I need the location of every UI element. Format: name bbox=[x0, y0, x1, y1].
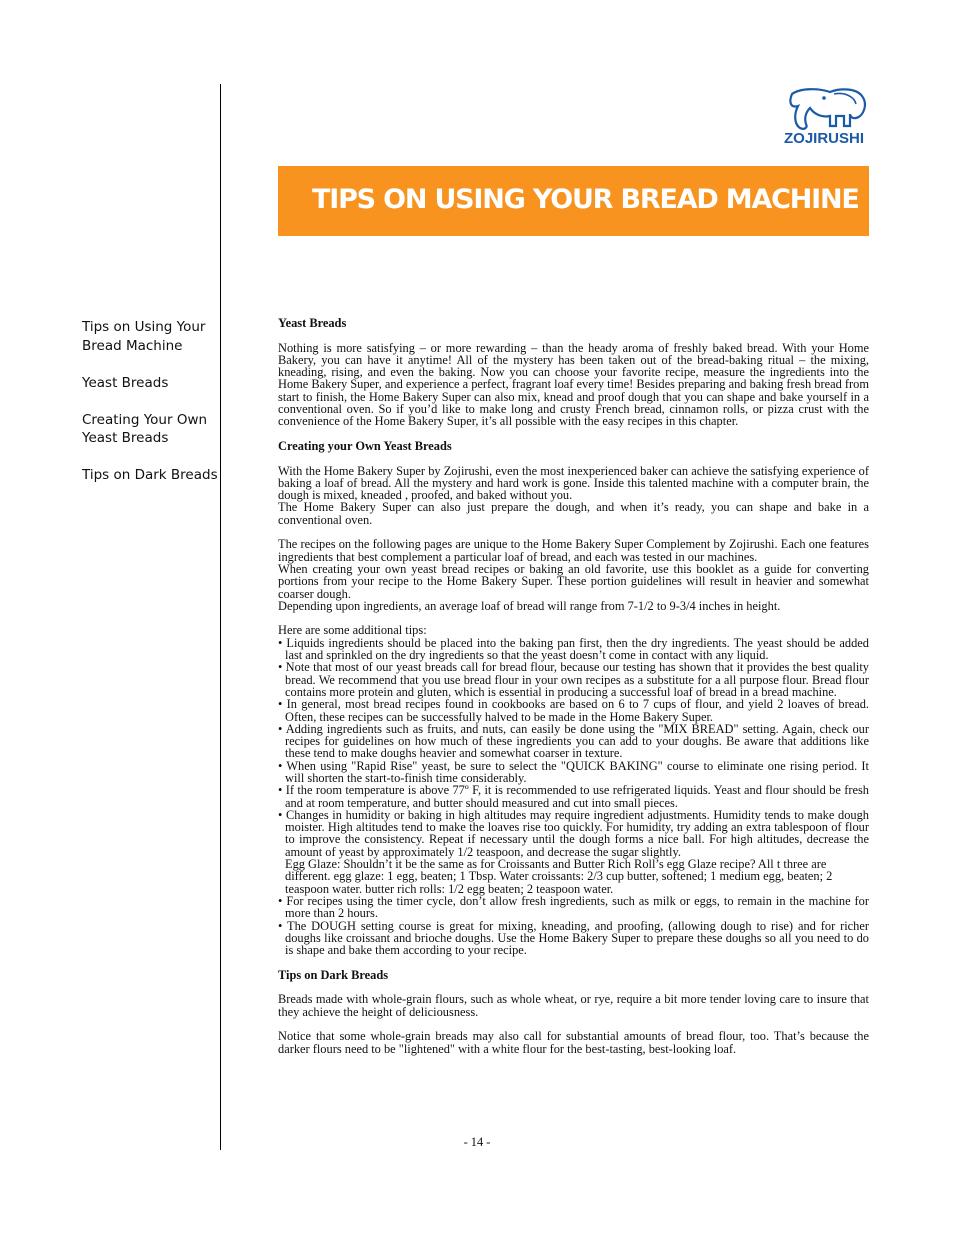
main-content bbox=[278, 317, 869, 1055]
paragraph: With the Home Bakery Super by Zojirushi, even the most inexperienced baker can achieve the satisfying experience of baking a loaf of bread. All the mystery and hard work is gone. Inside this talented machine with a computer brain, the dough is mixed, kneaded , proofed, and baked without you. bbox=[278, 463, 869, 503]
tips-intro: Here are some additional tips: bbox=[278, 623, 427, 638]
page-title: TIPS ON USING YOUR BREAD MACHINE bbox=[312, 184, 859, 215]
paragraph: Breads made with whole-grain flours, such as whole wheat, or rye, require a bit more tender loving care to insure that they achieve the height of deliciousness. bbox=[278, 992, 869, 1019]
side-navigation bbox=[82, 318, 218, 503]
tip-item: • Note that most of our yeast breads call for bread flour, because our testing has shown that it provides the best quality bread. We recommend that you use bread flour in your own recipes as a substitute for a all purpose flour. Bread flour contains more protein and gluten, which is essential in producing a successful loaf of bread in a bread machine. bbox=[278, 660, 869, 699]
page-number: - 14 - bbox=[463, 1135, 491, 1149]
tip-item: • In general, most bread recipes found in cookbooks are based on 6 to 7 cups of flour, and yield 2 loaves of bread. Often, these recipes can be successfully halved to be made in the Home Bakery Super. bbox=[278, 697, 869, 724]
paragraph: The Home Bakery Super can also just prepare the dough, and when it’s ready, you can shape and bake in a conventional oven. bbox=[278, 500, 869, 527]
tip-item: • Changes in humidity or baking in high altitudes may require ingredient adjustments. Humidity tends to make dough moister. High altitudes tend to make the loaves rise too quickly. For humidity, try adding an extra tablespoon of flour to improve the consistency. Repeat if necessary until the dough forms a nice ball. For high altitudes, decrease the amount of yeast by approximately 1/2 teaspoon, and decrease the sugar slightly. bbox=[278, 807, 869, 859]
paragraph: The recipes on the following pages are unique to the Home Bakery Super Complement by Zojirushi. Each one features ingredients that best complement a particular loaf of bread, and each was tested in our machines. bbox=[278, 537, 869, 564]
elephant-icon bbox=[778, 86, 870, 132]
brand-wordmark: ZOJIRUSHI bbox=[783, 130, 864, 147]
vertical-divider bbox=[220, 84, 221, 1150]
section-heading-creating: Creating your Own Yeast Breads bbox=[278, 438, 452, 453]
paragraph: When creating your own yeast bread recipes or baking an old favorite, use this booklet as a guide for converting portions from your recipe to the Home Bakery Super. These portion guidelines will result in heavier and somewhat coarser dough. bbox=[278, 561, 869, 601]
paragraph: Depending upon ingredients, an average loaf of bread will range from 7-1/2 to 9-3/4 inches in height. bbox=[278, 598, 781, 613]
paragraph: Nothing is more satisfying – or more rewarding – than the heady aroma of freshly baked bread. With your Home Bakery, you can have it anytime! All of the mystery has been taken out of the bread-baking ritual – the mixing, kneading, rising, and even the baking. Now you can choose your favorite recipe, measure the ingredients into the Home Bakery Super, and experience a perfect, fragrant loaf every time! Besides preparing and baking fresh bread from start to finish, the Home Bakery Super can also mix, knead and proof dough that you can shape and bake yourself in a conventional oven. So if you’d like to make long and crusty French bread, cinnamon rolls, or pizza crust with the convenience of the Home Bakery Super, it’s all possible with the easy recipes in this chapter. bbox=[278, 340, 869, 429]
egg-glaze-note: Egg Glaze: Shouldn’t it be the same as for Croissants and Butter Rich Roll’s egg Glaze recipe? All t three are different. egg glaze: 1 egg, beaten; 1 Tbsp. Water croissants: 2/3 cup butter, softened; 1 medium egg, beaten; 2 teaspoon water. butter rich rolls: 1/2 egg beaten; 2 teaspoon water. bbox=[285, 857, 833, 896]
tip-item: • For recipes using the timer cycle, don’t allow fresh ingredients, such as milk or eggs, to remain in the machine for more than 2 hours. bbox=[278, 893, 869, 921]
nav-item-dark-breads[interactable]: Tips on Dark Breads bbox=[82, 467, 218, 483]
nav-item-tips-on-using[interactable]: Tips on Using Your Bread Machine bbox=[82, 319, 206, 354]
tip-item: • If the room temperature is above 77º F, it is recommended to use refrigerated liquids. Yeast and flour should be fresh and at room temperature, and butter should measured and cut into small pieces. bbox=[278, 783, 869, 810]
tip-item: • Liquids ingredients should be placed into the baking pan first, then the dry ingredients. The yeast should be added last and sprinkled on the dry ingredients so that the yeast doesn’t come in contact with any liquid. bbox=[278, 635, 869, 663]
tip-item: • When using "Rapid Rise" yeast, be sure to select the "QUICK BAKING" course to eliminate one rising period. It will shorten the start-to-finish time considerably. bbox=[278, 758, 869, 785]
nav-item-creating-yeast-breads[interactable]: Creating Your Own Yeast Breads bbox=[82, 411, 208, 446]
section-heading-dark-breads: Tips on Dark Breads bbox=[278, 967, 389, 982]
tip-item: • The DOUGH setting course is great for mixing, kneading, and proofing, (allowing dough to rise) and for richer doughs like croissant and brioche doughs. Use the Home Bakery Super to prepare these doughs so all you need to do is shape and bake them according to your recipe. bbox=[278, 918, 869, 958]
section-heading-yeast-breads: Yeast Breads bbox=[278, 316, 347, 330]
nav-item-yeast-breads[interactable]: Yeast Breads bbox=[82, 374, 169, 391]
page-title-banner bbox=[278, 166, 869, 236]
tip-item: • Adding ingredients such as fruits, and nuts, can easily be done using the "MIX BREAD" setting. Again, check our recipes for guidelines on how much of these ingredients you can add to your doughs. Be aware that additions like these tend to make doughs heavier and somewhat coarser in texture. bbox=[278, 721, 869, 761]
zojirushi-logo bbox=[778, 86, 870, 154]
paragraph: Notice that some whole-grain breads may also call for substantial amounts of bread flour, too. That’s because the darker flours need to be "lightened" with a white flour for the best-tasting, best-looking loaf. bbox=[278, 1029, 869, 1056]
